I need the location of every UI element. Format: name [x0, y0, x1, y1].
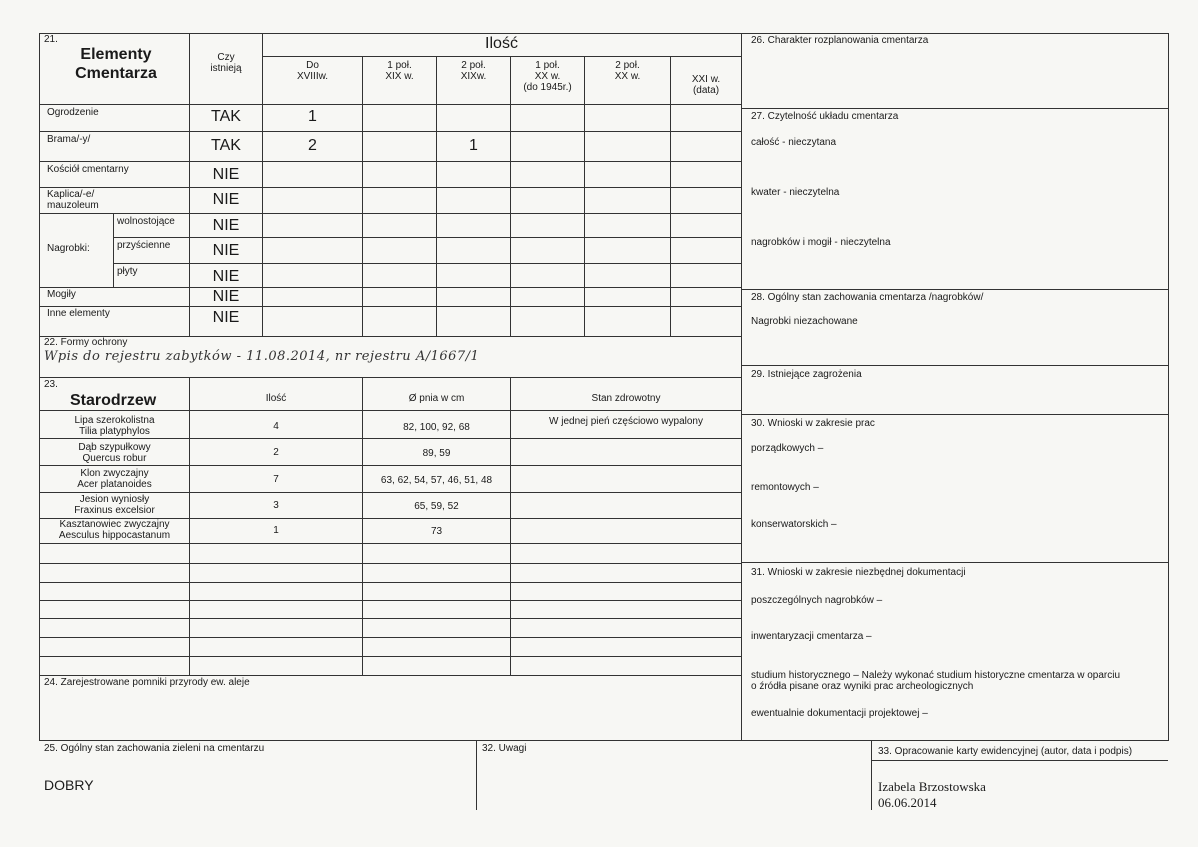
section-23-title: Starodrzew: [70, 392, 157, 409]
tree-diameter: 82, 100, 92, 68: [403, 422, 470, 433]
row-label-plyty: płyty: [117, 266, 138, 277]
period-header-xxi: XXI w. (data): [691, 74, 721, 96]
tree-diameter: 73: [430, 526, 443, 537]
works-cleanup: porządkowych –: [751, 443, 824, 454]
tree-health: W jednej pień częściowo wypalony: [549, 416, 703, 427]
section-24-label: 24. Zarejestrowane pomniki przyrody ew. aleje: [44, 677, 250, 688]
tree-name: Kasztanowiec zwyczajny Aesculus hippocastanum: [58, 519, 171, 541]
exists-value: NIE: [212, 242, 240, 259]
section-33-label: 33. Opracowanie karty ewidencyjnej (autor, data i podpis): [878, 746, 1133, 757]
period-header-2h-xx: 2 poł. XX w.: [614, 60, 641, 82]
trees-health-header: Stan zdrowotny: [591, 393, 661, 404]
row-label-mogily: Mogiły: [47, 289, 76, 300]
period-header-1h-xix: 1 poł. XIX w.: [385, 60, 414, 82]
tree-qty: 3: [273, 500, 279, 511]
row-label-przyscienne: przyścienne: [117, 240, 171, 251]
tree-diameter: 89, 59: [422, 448, 451, 459]
trees-diameter-header: Ø pnia w cm: [408, 393, 465, 404]
docs-individual-graves: poszczególnych nagrobków –: [751, 595, 883, 606]
section-21-title: Elementy Cmentarza: [75, 46, 157, 82]
section-31-label: 31. Wnioski w zakresie niezbędnej dokumentacji: [751, 567, 966, 578]
row-label-ogrodzenie: Ogrodzenie: [47, 107, 99, 118]
exists-value: NIE: [212, 288, 240, 305]
tree-qty: 7: [273, 474, 279, 485]
docs-historical-study-line2: o źródła pisane oraz wyniki prac archeologicznych: [751, 681, 974, 692]
quantity-header: Ilość: [485, 35, 518, 52]
docs-inventory: inwentaryzacji cmentarza –: [751, 631, 872, 642]
section-25-label: 25. Ogólny stan zachowania zieleni na cmentarzu: [44, 743, 265, 754]
docs-design: ewentualnie dokumentacji projektowej –: [751, 708, 928, 719]
exists-value: NIE: [212, 268, 240, 285]
count-cell: 1: [308, 108, 317, 125]
section-26-label: 26. Charakter rozplanowania cmentarza: [751, 35, 929, 46]
period-header-2h-xix: 2 poł. XIXw.: [460, 60, 487, 82]
tree-qty: 1: [273, 525, 279, 536]
cemetery-condition-value: Nagrobki niezachowane: [751, 316, 858, 327]
section-27-label: 27. Czytelność układu cmentarza: [751, 111, 899, 122]
layout-graves: nagrobków i mogił - nieczytelna: [751, 237, 891, 248]
section-29-label: 29. Istniejące zagrożenia: [751, 369, 862, 380]
count-cell: 1: [469, 137, 478, 154]
section-30-label: 30. Wnioski w zakresie prac: [751, 418, 875, 429]
row-label-kosciol: Kościół cmentarny: [47, 164, 129, 175]
row-label-kaplica: Kaplica/-e/ mauzoleum: [47, 189, 99, 211]
protection-handwritten-entry: Wpis do rejestru zabytków - 11.08.2014, nr rejestru A/1667/1: [44, 349, 480, 364]
section-22-label: 22. Formy ochrony: [44, 337, 128, 348]
period-header-1h-xx: 1 poł. XX w. (do 1945r.): [523, 60, 572, 93]
section-32-label: 32. Uwagi: [482, 743, 527, 754]
count-cell: 2: [308, 137, 317, 154]
tree-name: Jesion wyniosły Fraxinus excelsior: [74, 494, 155, 516]
layout-quarters: kwater - nieczytelna: [751, 187, 840, 198]
tree-qty: 2: [273, 447, 279, 458]
row-label-brama: Brama/-y/: [47, 134, 91, 145]
exists-value: NIE: [212, 191, 240, 208]
greenery-condition-value: DOBRY: [44, 777, 94, 793]
period-header-xviii: Do XVIIIw.: [296, 60, 329, 82]
tree-name: Dąb szypułkowy Quercus robur: [78, 442, 151, 464]
row-label-inne: Inne elementy: [47, 308, 110, 319]
author-name: Izabela Brzostowska: [878, 779, 986, 794]
exists-value: TAK: [211, 137, 241, 154]
trees-qty-header: Ilość: [265, 393, 287, 404]
exists-value: NIE: [212, 309, 240, 326]
tree-qty: 4: [273, 421, 279, 432]
works-renovation: remontowych –: [751, 482, 819, 493]
docs-historical-study-line1: studium historycznego – Należy wykonać studium historyczne cmentarza w oparciu: [751, 670, 1121, 681]
author-date: 06.06.2014: [878, 795, 937, 810]
exists-header: Czy istnieją: [210, 52, 242, 74]
tree-name: Lipa szerokolistna Tilia platyphylos: [74, 415, 155, 437]
tree-name: Klon zwyczajny Acer platanoides: [77, 468, 152, 490]
section-23-number: 23.: [44, 379, 58, 390]
exists-value: TAK: [211, 108, 241, 125]
row-label-wolnostojace: wolnostojące: [117, 216, 175, 227]
section-21-number: 21.: [44, 34, 58, 45]
exists-value: NIE: [212, 217, 240, 234]
nagrobki-label: Nagrobki:: [47, 243, 90, 254]
tree-diameter: 63, 62, 54, 57, 46, 51, 48: [380, 475, 493, 486]
exists-value: NIE: [212, 166, 240, 183]
tree-diameter: 65, 59, 52: [414, 501, 459, 512]
works-conservation: konserwatorskich –: [751, 519, 837, 530]
layout-whole: całość - nieczytana: [751, 137, 837, 148]
section-28-label: 28. Ogólny stan zachowania cmentarza /nagrobków/: [751, 292, 984, 303]
